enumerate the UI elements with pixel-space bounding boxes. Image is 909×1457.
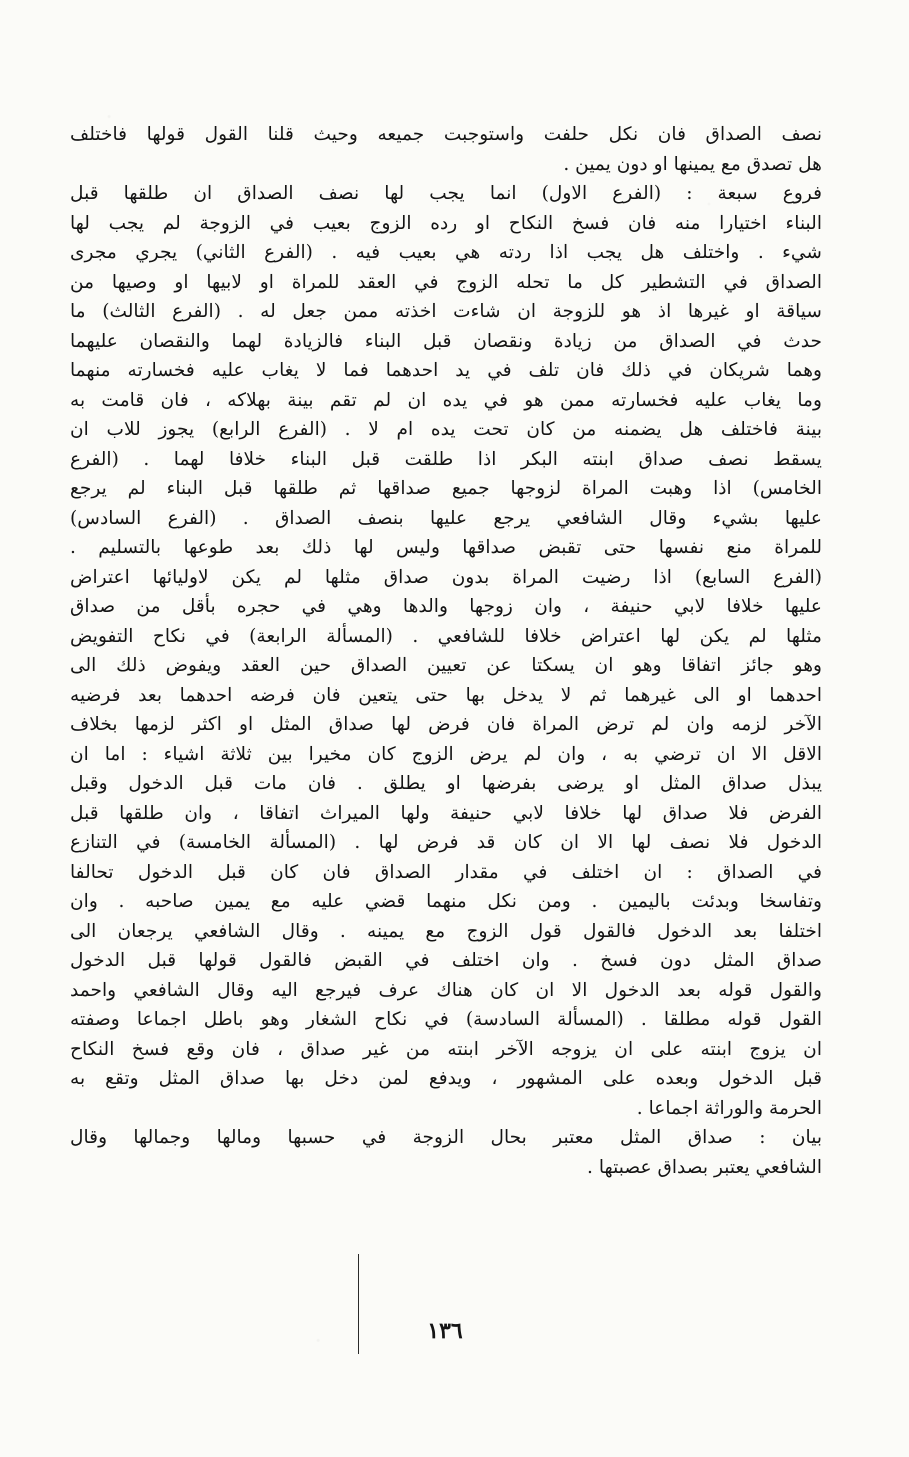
- text-line: مثلها لم يكن لها اعتراض خلافا للشافعي . (المسألة الرابعة) في نكاح التفويض: [70, 625, 822, 647]
- body-text: [70, 120, 822, 1182]
- text-line: سياقة او غيرها اذ هو للزوجة ان شاءت اخذته ممن جعل له . (الفرع الثالث) ما: [70, 301, 822, 322]
- text-line: وهما شريكان في ذلك فان تلف في يد احدهما فما لا يغاب عليه فخسارته منهما: [70, 360, 822, 381]
- text-line: الاقل الا ان ترضي به ، وان لم يرض الزوج كان مخيرا بين ثلاثة اشياء : اما ان: [70, 743, 822, 765]
- text-line: قبل الدخول وبعده على المشهور ، ويدفع لمن دخل بها صداق المثل وتقع به: [70, 1068, 822, 1089]
- text-line: عليها خلافا لابي حنيفة ، وان زوجها والدها وهي في حجره بأقل من صداق: [70, 596, 822, 617]
- text-line: عليها بشيء وقال الشافعي يرجع عليها بنصف الصداق . (الفرع السادس): [70, 507, 822, 529]
- text-line: احدهما او الى غيرهما ثم لا يدخل بها حتى يتعين فان فرضه احدهما بعد فرضيه: [70, 684, 822, 706]
- text-line: اختلفا بعد الدخول فالقول قول الزوج مع يمينه . وقال الشافعي يرجعان الى: [70, 920, 822, 942]
- text-line: وما يغاب عليه فخسارته ممن هو في يده ان لم تقم بينة بهلاكه ، فان قامت به: [70, 389, 822, 411]
- text-line: يسقط نصف صداق ابنته البكر اذا طلقت قبل البناء خلافا لهما . (الفرع: [70, 448, 822, 470]
- text-line: الحرمة والوراثة اجماعا .: [636, 1097, 822, 1119]
- text-line: والقول قوله بعد الدخول الا ان كان هناك عرف فيرجع اليه وقال الشافعي واحمد: [70, 979, 822, 1001]
- text-line: للمراة منع نفسها حتى تقبض صداقها وليس لها ذلك بعد طوعها بالتسليم .: [70, 537, 822, 558]
- text-line: هل تصدق مع يمينها او دون يمين .: [563, 153, 822, 175]
- text-line: وتفاسخا وبدئت باليمين . ومن نكل منهما قضي عليه مع يمين صاحبه . وان: [70, 891, 822, 912]
- text-line: (الفرع السابع) اذا رضيت المراة بدون صداق مثلها لم يكن لاوليائها اعتراض: [70, 566, 822, 588]
- vertical-divider: [358, 1254, 359, 1354]
- text-line: الشافعي يعتبر بصداق عصبتها .: [587, 1156, 822, 1178]
- text-line: ان يزوج ابنته على ان يزوجه الآخر ابنته من غير صداق ، فان وقع فسخ النكاح: [70, 1038, 822, 1060]
- text-line: الآخر لزمه وان لم ترض المراة فان فرض لها صداق المثل او اكثر لزمها بخلاف: [70, 714, 822, 735]
- text-line: صداق المثل دون فسخ . وان اختلف في القبض فالقول قولها قبل الدخول: [70, 950, 822, 971]
- page-number: ١٣٦: [427, 1318, 463, 1344]
- text-line: بينة فاختلف هل يضمنه من كان تحت يده ام لا . (الفرع الرابع) يجوز للاب ان: [70, 419, 822, 440]
- text-line: بيان : صداق المثل معتبر بحال الزوجة في حسبها ومالها وجمالها وقال: [70, 1127, 822, 1148]
- text-line: الدخول فلا نصف لها الا ان كان قد فرض لها . (المسألة الخامسة) في التنازع: [70, 832, 822, 853]
- text-line: الفرض فلا صداق لها خلافا لابي حنيفة ولها الميراث اتفاقا ، وان طلقها قبل: [70, 802, 822, 824]
- text-line: حدث في الصداق من زيادة ونقصان قبل البناء فالزيادة لهما والنقصان عليهما: [70, 330, 822, 352]
- text-line: في الصداق : ان اختلف في مقدار الصداق فان كان قبل الدخول تحالفا: [70, 861, 822, 883]
- text-line: يبذل صداق المثل او يرضى بفرضها او يطلق . فان مات قبل الدخول وقبل: [70, 773, 822, 794]
- text-line: الخامس) اذا وهبت المراة لزوجها جميع صداقها ثم طلقها قبل البناء لم يرجع: [70, 478, 822, 499]
- text-line: شيء . واختلف هل يجب اذا ردته هي بعيب فيه . (الفرع الثاني) يجري مجرى: [70, 242, 822, 263]
- text-line: القول قوله مطلقا . (المسألة السادسة) في نكاح الشغار وهو باطل اجماعا وصفته: [70, 1009, 822, 1030]
- text-line: الصداق في التشطير كل ما تحله الزوج في العقد للمراة او لابيها او وصيها من: [70, 271, 822, 293]
- text-line: وهو جائز اتفاقا وهو ان يسكتا عن تعيين الصداق حين العقد ويفوض ذلك الى: [70, 655, 822, 676]
- text-line: نصف الصداق فان نكل حلفت واستوجبت جميعه وحيث قلنا القول قولها فاختلف: [70, 124, 822, 145]
- text-line: فروع سبعة : (الفرع الاول) انما يجب لها نصف الصداق ان طلقها قبل: [70, 183, 822, 204]
- text-line: البناء اختيارا منه فان فسخ النكاح او رده الزوج بعيب في الزوجة لم يجب لها: [70, 212, 822, 234]
